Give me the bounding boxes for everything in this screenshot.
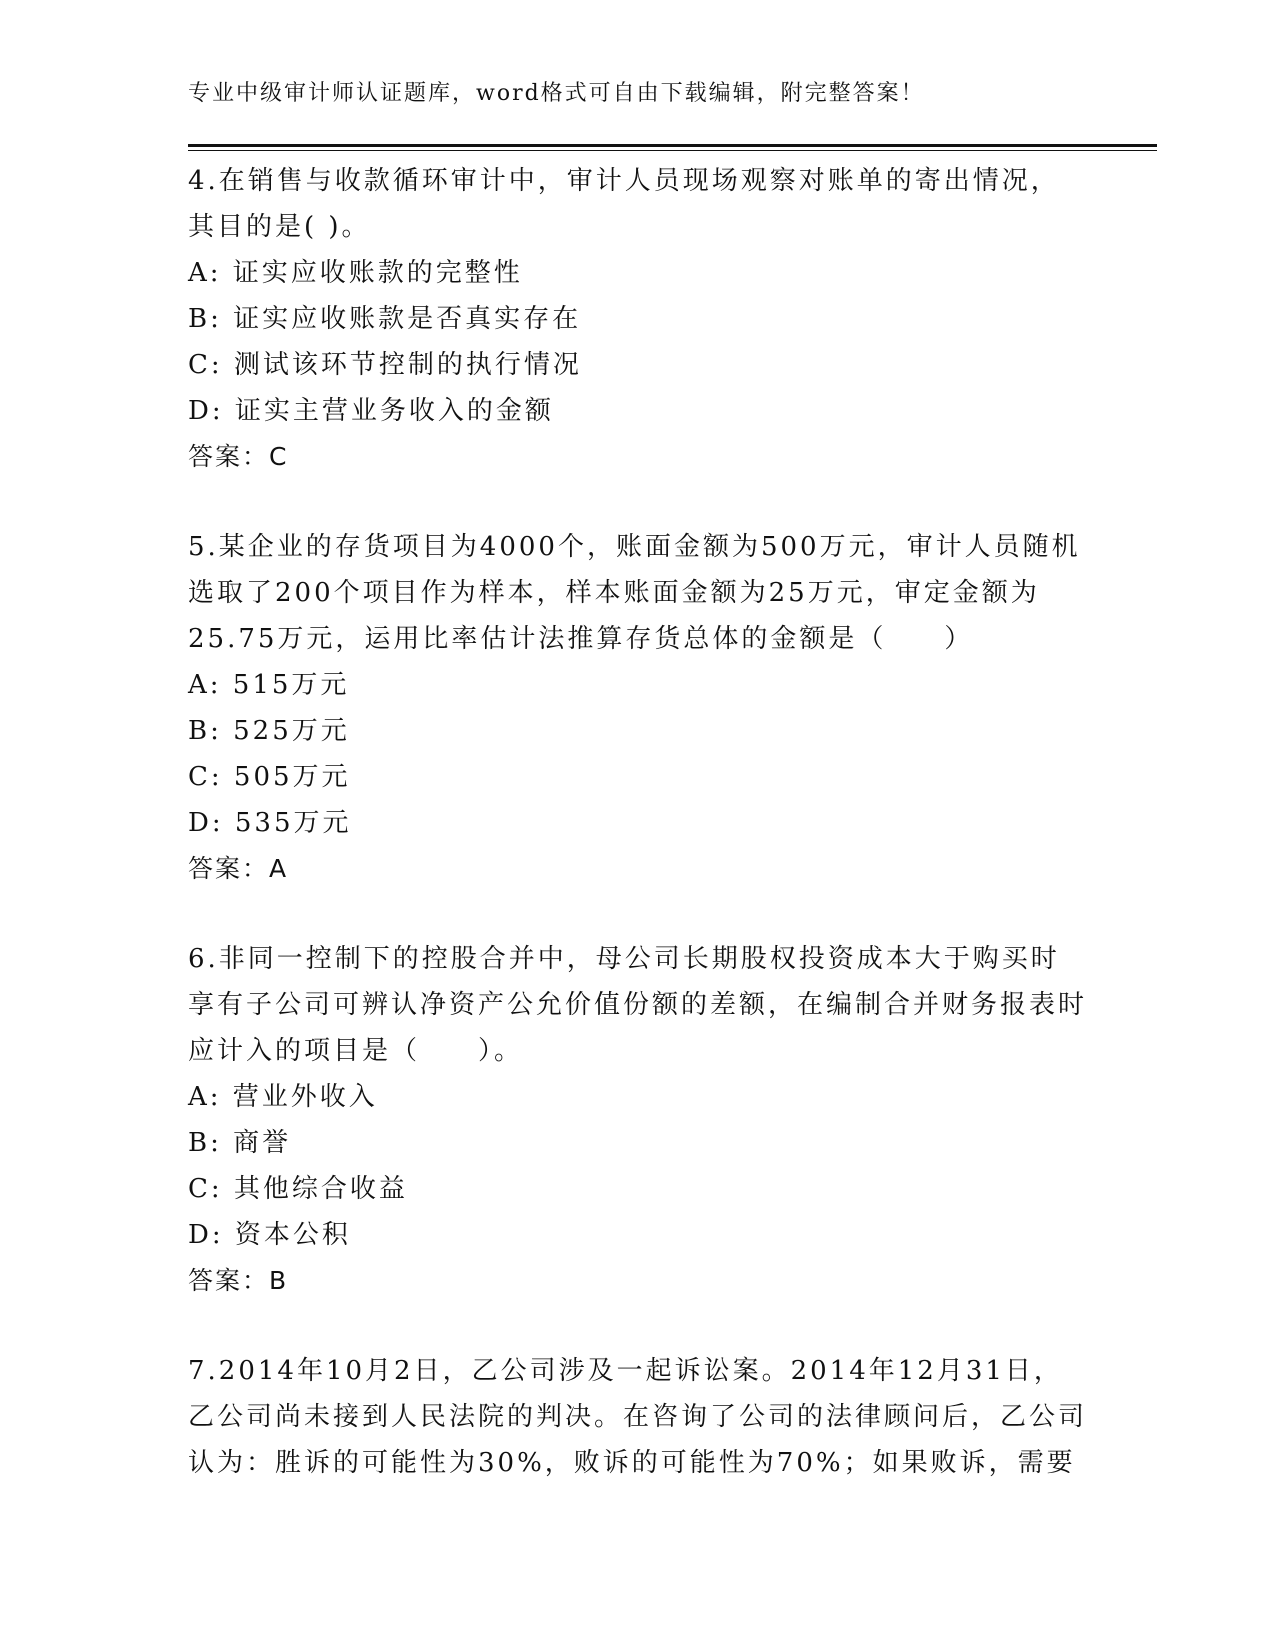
question-spacer	[188, 480, 1088, 524]
answer-line: 答案：C	[188, 442, 289, 471]
option-d: D: 资本公积	[188, 1220, 351, 1250]
option-a: A: 515万元	[188, 670, 350, 700]
question-stem: 7.2014年10月2日，乙公司涉及一起诉讼案。2014年12月31日，乙公司尚未接到人民法院的判决。在咨询了公司的法律顾问后，乙公司认为：胜诉的可能性为30%，败诉的可能性为70%；如果败诉，需要	[188, 1356, 1088, 1478]
question-stem: 4.在销售与收款循环审计中，审计人员现场观察对账单的寄出情况，其目的是( )。	[188, 166, 1060, 242]
option-d: D: 535万元	[188, 808, 352, 838]
question-4	[188, 158, 1088, 480]
option-a: A: 证实应收账款的完整性	[188, 258, 523, 288]
question-list	[188, 158, 1088, 1486]
option-b: B: 525万元	[188, 716, 350, 746]
option-c: C: 其他综合收益	[188, 1174, 408, 1204]
question-stem: 6.非同一控制下的控股合并中，母公司长期股权投资成本大于购买时享有子公司可辨认净资产公允价值份额的差额，在编制合并财务报表时应计入的项目是（ ）。	[188, 944, 1088, 1066]
question-spacer	[188, 892, 1088, 936]
option-b: B: 证实应收账款是否真实存在	[188, 304, 582, 334]
answer-line: 答案：A	[188, 854, 289, 883]
option-c: C: 测试该环节控制的执行情况	[188, 350, 582, 380]
option-b: B: 商誉	[188, 1128, 292, 1158]
question-stem: 5.某企业的存货项目为4000个，账面金额为500万元，审计人员随机选取了200个项目作为样本，样本账面金额为25万元，审定金额为25.75万元，运用比率估计法推算存货总体的金额是（ ）	[188, 532, 1081, 654]
option-d: D: 证实主营业务收入的金额	[188, 396, 554, 426]
header-divider-thin	[188, 150, 1157, 151]
question-6	[188, 936, 1088, 1304]
answer-line: 答案：B	[188, 1266, 289, 1295]
option-c: C: 505万元	[188, 762, 351, 792]
question-spacer	[188, 1304, 1088, 1348]
question-7	[188, 1348, 1088, 1486]
header-divider-thick	[188, 144, 1157, 147]
option-a: A: 营业外收入	[188, 1082, 378, 1112]
page-header: 专业中级审计师认证题库，word格式可自由下载编辑，附完整答案！	[188, 81, 925, 106]
question-5	[188, 524, 1088, 892]
